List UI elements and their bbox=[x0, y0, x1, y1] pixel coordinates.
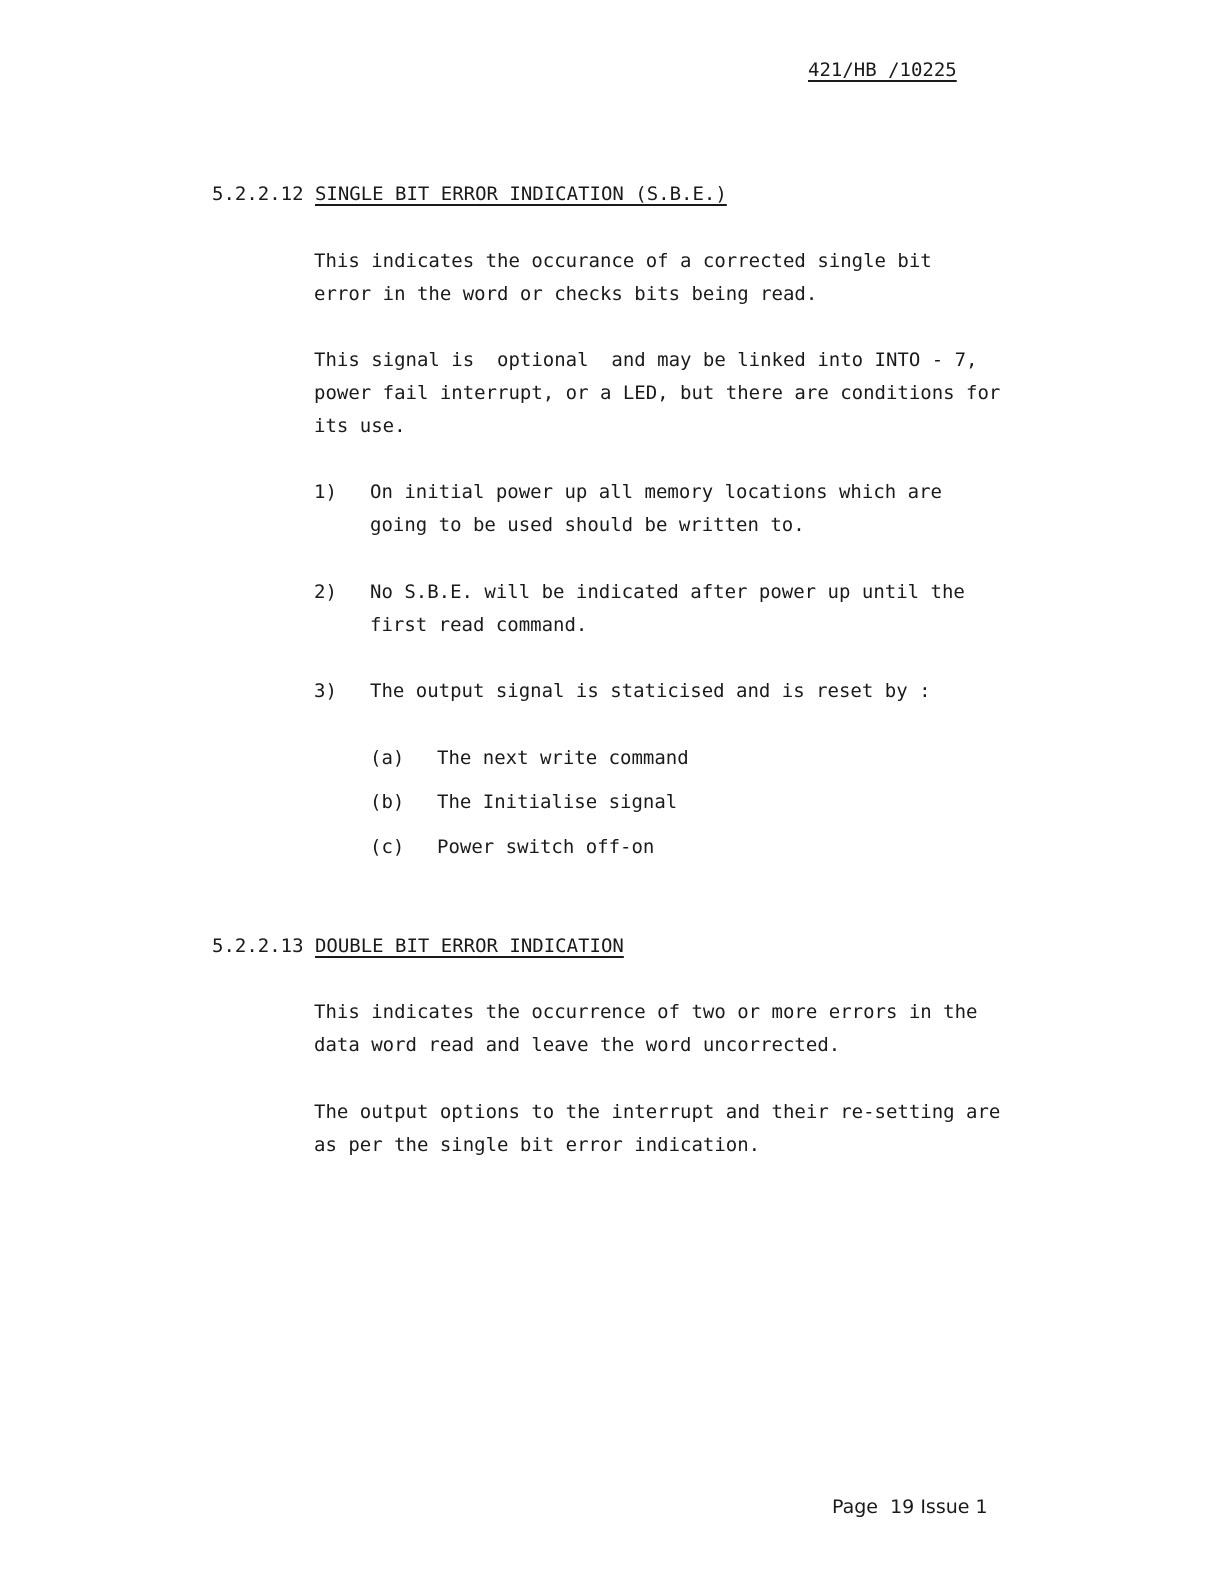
sub-item-number: (a) bbox=[370, 747, 405, 769]
section-title: DOUBLE BIT ERROR INDICATION bbox=[314, 935, 624, 957]
paragraph-line: The output options to the interrupt and their re-setting are bbox=[314, 1101, 1001, 1123]
issue-number: 1 bbox=[975, 1496, 988, 1518]
paragraph-line: data word read and leave the word uncorrected. bbox=[314, 1034, 841, 1056]
sub-item-text: The next write command bbox=[437, 747, 689, 769]
sub-item-number: (b) bbox=[370, 791, 405, 813]
page-label: Page bbox=[832, 1496, 878, 1518]
list-item-line: No S.B.E. will be indicated after power up until the bbox=[370, 581, 965, 603]
section-heading bbox=[212, 930, 624, 963]
list-item-number: 3) bbox=[314, 680, 337, 702]
sub-item-number: (c) bbox=[370, 836, 405, 858]
list-item-number: 2) bbox=[314, 581, 337, 603]
paragraph-line: as per the single bit error indication. bbox=[314, 1134, 761, 1156]
document-reference: 421/HB /10225 bbox=[808, 59, 957, 81]
list-item-line: going to be used should be written to. bbox=[370, 514, 805, 536]
list-item-line: first read command. bbox=[370, 614, 588, 636]
list-item-line: The output signal is staticised and is reset by : bbox=[370, 680, 931, 702]
page-number: 19 bbox=[890, 1496, 915, 1518]
paragraph-line: This signal is optional and may be linked into INTO - 7, bbox=[314, 349, 978, 371]
list-item-number: 1) bbox=[314, 481, 337, 503]
sub-item-text: Power switch off-on bbox=[437, 836, 655, 858]
page-footer bbox=[832, 1491, 988, 1524]
sub-item-text: The Initialise signal bbox=[437, 791, 678, 813]
section-number: 5.2.2.12 bbox=[212, 183, 304, 205]
section-heading bbox=[212, 178, 727, 211]
section-number: 5.2.2.13 bbox=[212, 935, 304, 957]
issue-label: Issue bbox=[920, 1496, 970, 1518]
paragraph-line: power fail interrupt, or a LED, but there are conditions for bbox=[314, 382, 1001, 404]
paragraph-line: This indicates the occurance of a corrected single bit bbox=[314, 250, 932, 272]
section-title: SINGLE BIT ERROR INDICATION (S.B.E.) bbox=[314, 183, 727, 205]
paragraph-line: This indicates the occurrence of two or more errors in the bbox=[314, 1001, 978, 1023]
paragraph-line: error in the word or checks bits being read. bbox=[314, 283, 818, 305]
list-item-line: On initial power up all memory locations which are bbox=[370, 481, 942, 503]
paragraph-line: its use. bbox=[314, 415, 406, 437]
